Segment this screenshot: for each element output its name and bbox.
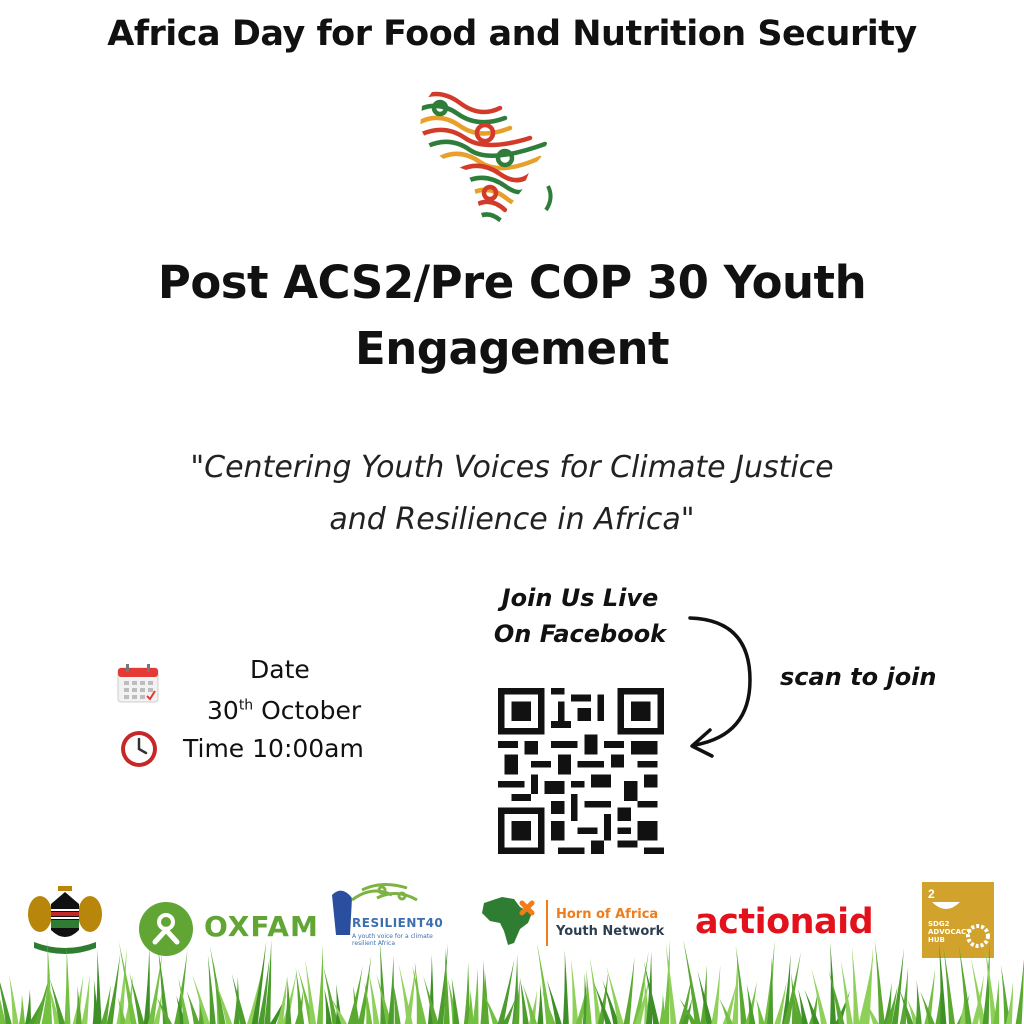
- grass-blade: [46, 940, 52, 1024]
- actionaid-logo-text: actionaid: [695, 902, 874, 942]
- sdg-bowl-icon: [928, 886, 964, 912]
- grass-blade: [590, 957, 602, 1024]
- grass-blade: [852, 947, 859, 1024]
- join-line-1: Join Us Live: [501, 584, 659, 612]
- grass-blade: [107, 953, 121, 1024]
- date-day: 30: [207, 696, 239, 725]
- date-value: [207, 696, 361, 725]
- qr-code[interactable]: [498, 688, 664, 854]
- grass-blade: [144, 947, 150, 1024]
- grass-blade: [64, 946, 70, 1024]
- join-live-text: [470, 580, 690, 652]
- hoa-africa-map-icon: [480, 893, 542, 947]
- date-label: Date: [250, 655, 310, 684]
- grass-blade: [472, 968, 478, 1024]
- tagline-line-1: "Centering Youth Voices for Climate Justice: [190, 450, 834, 485]
- grass-decoration: [0, 940, 1024, 1024]
- sdg-line-1: SDG2: [928, 920, 950, 928]
- event-title-line-2: Engagement: [354, 322, 670, 375]
- grass-blade: [9, 974, 18, 1024]
- grass-blade: [25, 990, 31, 1024]
- event-title-line-1: Post ACS2/Pre COP 30 Youth: [157, 256, 867, 309]
- grass-blade: [537, 984, 543, 1024]
- time-text: Time 10:00am: [183, 734, 364, 763]
- grass-blade: [305, 960, 316, 1024]
- curved-arrow-icon: [680, 610, 760, 760]
- calendar-icon: [116, 662, 160, 704]
- event-title: [150, 250, 874, 382]
- hoa-line-2: Youth Network: [556, 924, 665, 939]
- grass-blade: [187, 991, 200, 1024]
- grass-blade: [399, 964, 413, 1024]
- page-title: Africa Day for Food and Nutrition Security: [107, 14, 917, 54]
- resilient40-icon: [322, 880, 432, 940]
- grass-blade: [498, 959, 515, 1024]
- join-line-2: On Facebook: [493, 620, 667, 648]
- grass-blade: [916, 980, 922, 1024]
- svg-text:2: 2: [928, 887, 935, 901]
- grass-blade: [959, 944, 972, 1024]
- tagline-line-2: and Resilience in Africa": [329, 502, 695, 537]
- hoa-logo-text: [556, 906, 664, 940]
- scan-to-join-text: scan to join: [780, 663, 937, 691]
- hoa-line-1: Horn of Africa: [556, 907, 659, 922]
- grass-blade: [711, 965, 720, 1024]
- grass-blade: [464, 962, 470, 1024]
- sdg-line-2: ADVOCACY: [928, 928, 972, 936]
- oxfam-logo-text: OXFAM: [204, 910, 319, 943]
- grass-blade: [96, 949, 102, 1024]
- grass-blade: [264, 940, 271, 1024]
- resilient40-tagline: A youth voice for a climate resilient Africa: [352, 933, 433, 947]
- clock-icon: [119, 729, 159, 769]
- grass-blade: [571, 959, 578, 1024]
- resilient40-logo-text: RESILIENT40: [352, 916, 444, 930]
- africa-map-icon: [410, 78, 560, 233]
- grass-blade: [756, 999, 765, 1024]
- date-suffix: th: [238, 697, 254, 714]
- tagline: [120, 442, 904, 546]
- grass-blade: [830, 942, 836, 1024]
- grass-blade: [1016, 955, 1024, 1024]
- grass-blade: [563, 950, 569, 1024]
- grass-blade: [208, 955, 216, 1024]
- grass-blade: [19, 994, 25, 1024]
- grass-blade: [148, 951, 163, 1024]
- grass-blade: [624, 957, 635, 1024]
- grass-blade: [875, 940, 885, 1024]
- date-month: October: [253, 696, 362, 725]
- sdg-line-3: HUB: [928, 936, 945, 944]
- grass-blade: [317, 945, 323, 1024]
